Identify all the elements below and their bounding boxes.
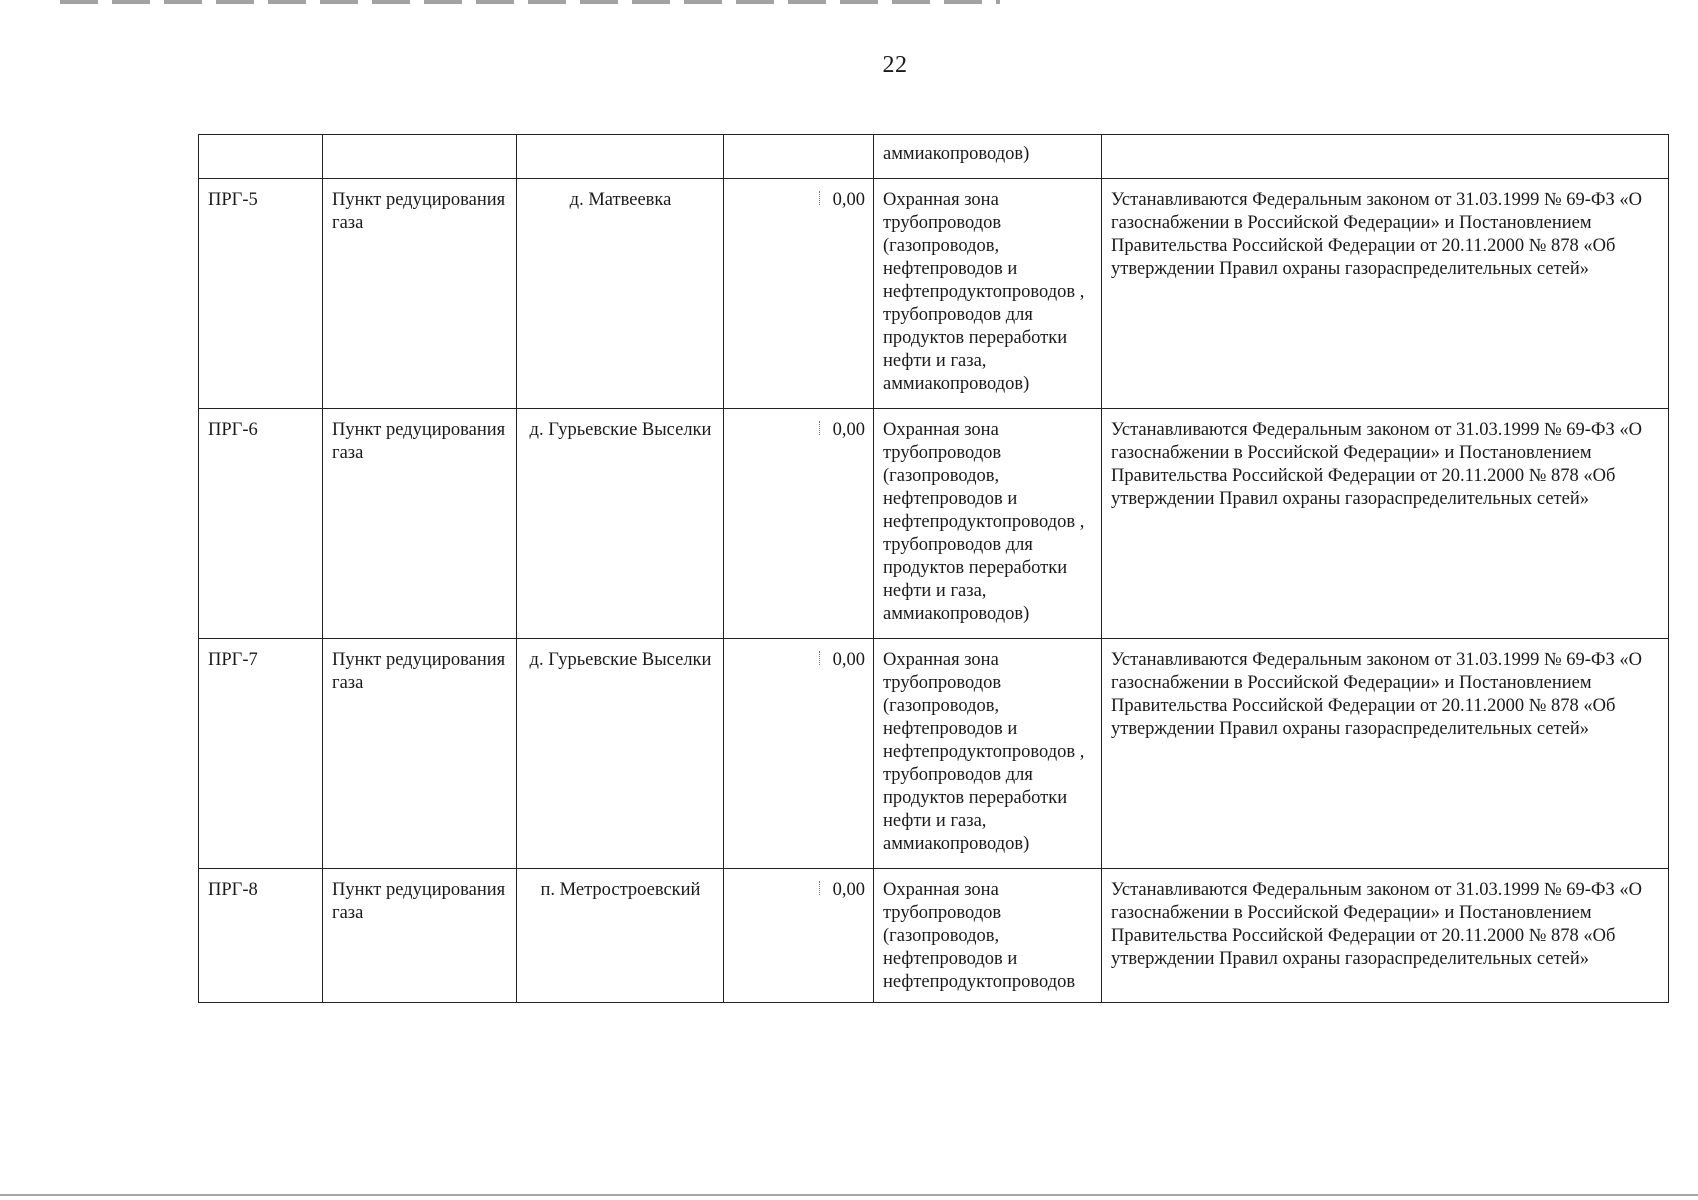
cell-zone-type: Охранная зона трубопроводов (газопроводов, нефтепроводов и нефтепродуктопроводов (874, 869, 1102, 1003)
table-row-continuation (199, 135, 1669, 179)
cell-code: ПРГ-5 (199, 179, 323, 409)
cell-name: Пункт редуцирования газа (323, 869, 517, 1003)
cell-code: ПРГ-6 (199, 409, 323, 639)
cell-basis: Устанавливаются Федеральным законом от 31.03.1999 № 69-ФЗ «О газоснабжении в Российской Федерации» и Постановлением Правительства Российской Федерации от 20.11.2000 № 878 «Об утверждении Правил охраны газораспределительных сетей» (1102, 179, 1669, 409)
cell-basis: Устанавливаются Федеральным законом от 31.03.1999 № 69-ФЗ «О газоснабжении в Российской Федерации» и Постановлением Правительства Российской Федерации от 20.11.2000 № 878 «Об утверждении Правил охраны газораспределительных сетей» (1102, 409, 1669, 639)
scan-edge-line (0, 1194, 1698, 1196)
cell-location: д. Гурьевские Выселки (517, 409, 724, 639)
cell-area: 0,00 (724, 869, 874, 1003)
cell-area: 0,00 (724, 179, 874, 409)
cell-basis: Устанавливаются Федеральным законом от 31.03.1999 № 69-ФЗ «О газоснабжении в Российской Федерации» и Постановлением Правительства Российской Федерации от 20.11.2000 № 878 «Об утверждении Правил охраны газораспределительных сетей» (1102, 869, 1669, 1003)
scan-artifact (60, 0, 1000, 4)
cell-basis: Устанавливаются Федеральным законом от 31.03.1999 № 69-ФЗ «О газоснабжении в Российской Федерации» и Постановлением Правительства Российской Федерации от 20.11.2000 № 878 «Об утверждении Правил охраны газораспределительных сетей» (1102, 639, 1669, 869)
cell-name: Пункт редуцирования газа (323, 639, 517, 869)
cell-area (724, 135, 874, 179)
cell-zone-type: аммиакопроводов) (874, 135, 1102, 179)
cell-code: ПРГ-8 (199, 869, 323, 1003)
cell-name (323, 135, 517, 179)
cell-location: д. Гурьевские Выселки (517, 639, 724, 869)
zones-table (198, 134, 1669, 1003)
cell-name: Пункт редуцирования газа (323, 179, 517, 409)
cell-location: д. Матвеевка (517, 179, 724, 409)
cell-zone-type: Охранная зона трубопроводов (газопроводов, нефтепроводов и нефтепродуктопроводов , трубопроводов для продуктов переработки нефти и газа, аммиакопроводов) (874, 179, 1102, 409)
page-number: 22 (882, 52, 908, 78)
table-row (199, 869, 1669, 1003)
cell-code: ПРГ-7 (199, 639, 323, 869)
cell-name: Пункт редуцирования газа (323, 409, 517, 639)
cell-zone-type: Охранная зона трубопроводов (газопроводов, нефтепроводов и нефтепродуктопроводов , трубопроводов для продуктов переработки нефти и газа, аммиакопроводов) (874, 409, 1102, 639)
cell-zone-type: Охранная зона трубопроводов (газопроводов, нефтепроводов и нефтепродуктопроводов , трубопроводов для продуктов переработки нефти и газа, аммиакопроводов) (874, 639, 1102, 869)
table-row (199, 409, 1669, 639)
cell-location (517, 135, 724, 179)
cell-area: 0,00 (724, 409, 874, 639)
cell-basis (1102, 135, 1669, 179)
cell-code (199, 135, 323, 179)
table-row (199, 179, 1669, 409)
cell-area: 0,00 (724, 639, 874, 869)
table-row (199, 639, 1669, 869)
cell-location: п. Метростроевский (517, 869, 724, 1003)
